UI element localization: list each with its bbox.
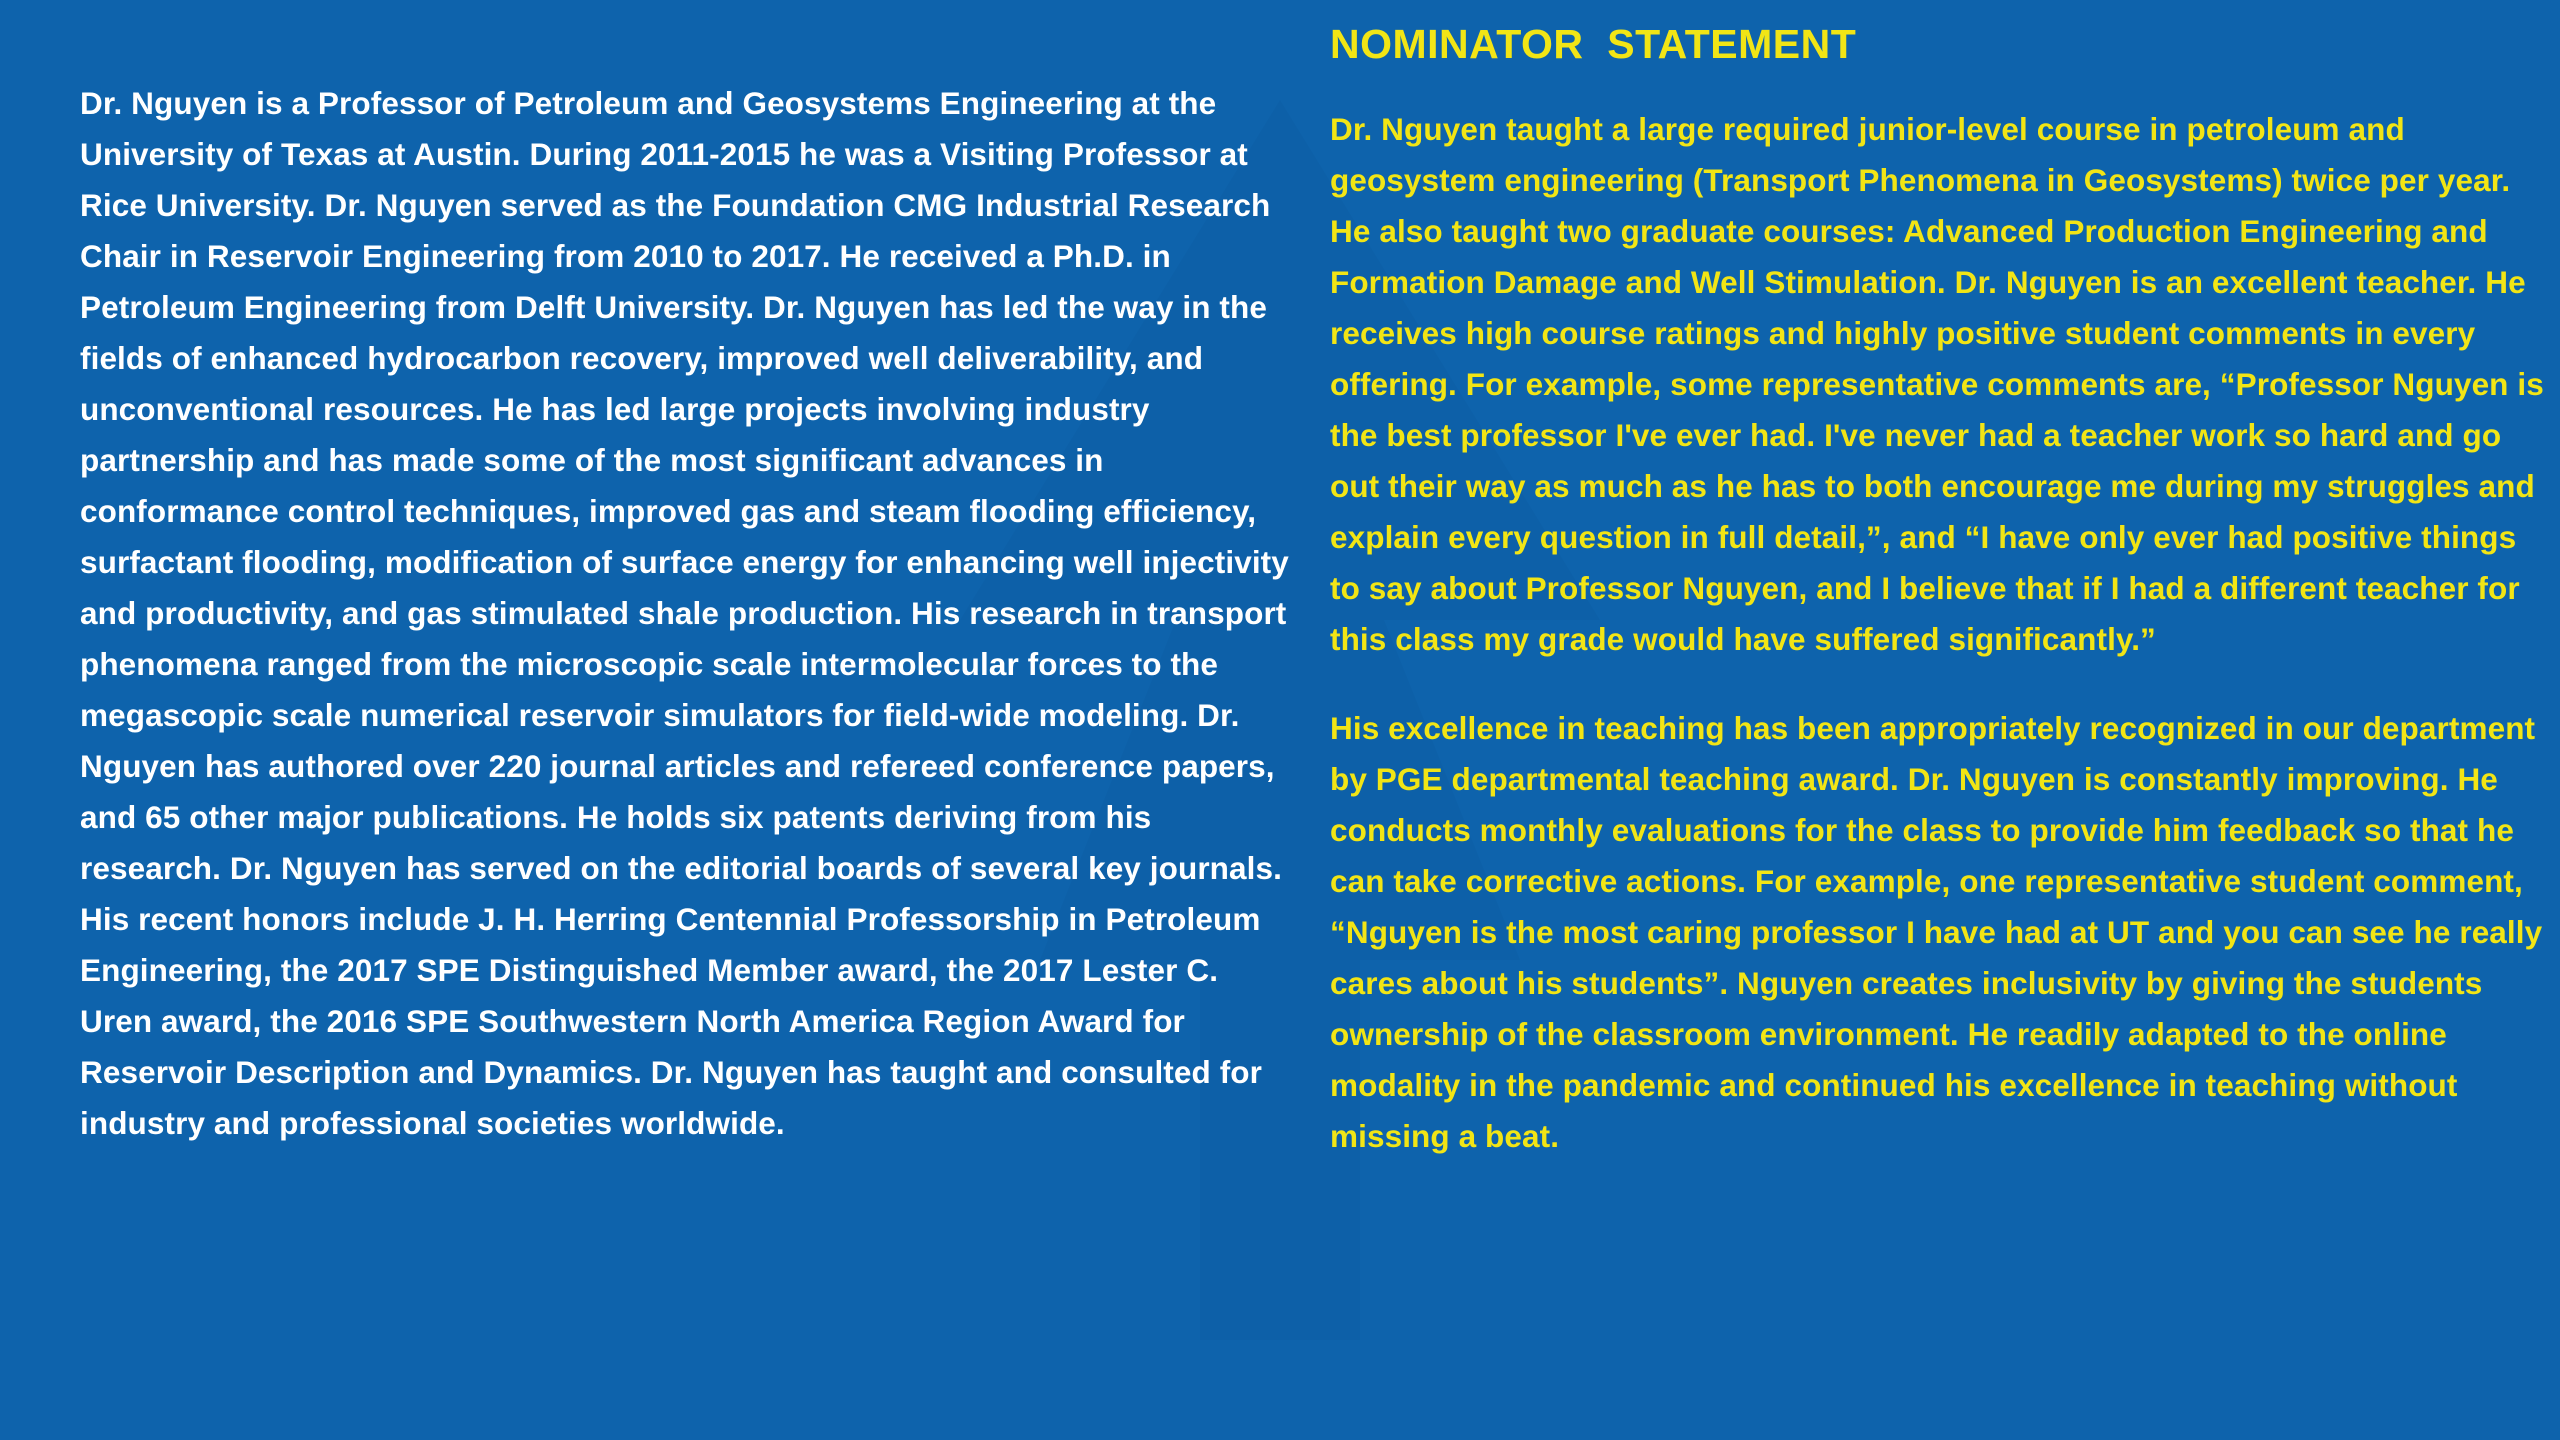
nominator-statement-heading: NOMINATOR STATEMENT — [1330, 21, 1857, 67]
nominator-statement-paragraph-2: His excellence in teaching has been appropriately recognized in our department by PGE departmental teaching award. Dr. Nguyen is constantly improving. He conducts monthly evaluations for the class to provide him feedback so that he can take corrective actions. For example, one representative student comment, “Nguyen is the most caring professor I have had at UT and you can see he really cares about his students”. Nguyen creates inclusivity by giving the students ownership of the classroom environment. He readily adapted to the online modality in the pandemic and continued his excellence in teaching without missing a beat. — [1330, 710, 2543, 1154]
biography-column — [80, 78, 1295, 1149]
nominator-statement-column — [1330, 20, 2545, 1162]
nominator-statement-paragraph-1: Dr. Nguyen taught a large required junior-level course in petroleum and geosystem engineering (Transport Phenomena in Geosystems) twice per year. He also taught two graduate courses: Advanced Production Engineering and Formation Damage and Well Stimulation. Dr. Nguyen is an excellent teacher. He receives high course ratings and highly positive student comments in every offering. For example, some representative comments are, “Professor Nguyen is the best professor I've ever had. I've never had a teacher work so hard and go out their way as much as he has to both encourage me during my struggles and explain every question in full detail,”, and “I have only ever had positive things to say about Professor Nguyen, and I believe that if I had a different teacher for this class my grade would have suffered significantly.” — [1330, 111, 2544, 657]
biography-paragraph: Dr. Nguyen is a Professor of Petroleum and Geosystems Engineering at the University of Texas at Austin. During 2011-2015 he was a Visiting Professor at Rice University. Dr. Nguyen served as the Foundation CMG Industrial Research Chair in Reservoir Engineering from 2010 to 2017. He received a Ph.D. in Petroleum Engineering from Delft University. Dr. Nguyen has led the way in the fields of enhanced hydrocarbon recovery, improved well deliverability, and unconventional resources. He has led large projects involving industry partnership and has made some of the most significant advances in conformance control techniques, improved gas and steam flooding efficiency, surfactant flooding, modification of surface energy for enhancing well injectivity and productivity, and gas stimulated shale production. His research in transport phenomena ranged from the microscopic scale intermolecular forces to the megascopic scale numerical reservoir simulators for field-wide modeling. Dr. Nguyen has authored over 220 journal articles and refereed conference papers, and 65 other major publications. He holds six patents deriving from his research. Dr. Nguyen has served on the editorial boards of several key journals. His recent honors include J. H. Herring Centennial Professorship in Petroleum Engineering, the 2017 SPE Distinguished Member award, the 2017 Lester C. Uren award, the 2016 SPE Southwestern North America Region Award for Reservoir Description and Dynamics. Dr. Nguyen has taught and consulted for industry and professional societies worldwide. — [80, 85, 1289, 1141]
